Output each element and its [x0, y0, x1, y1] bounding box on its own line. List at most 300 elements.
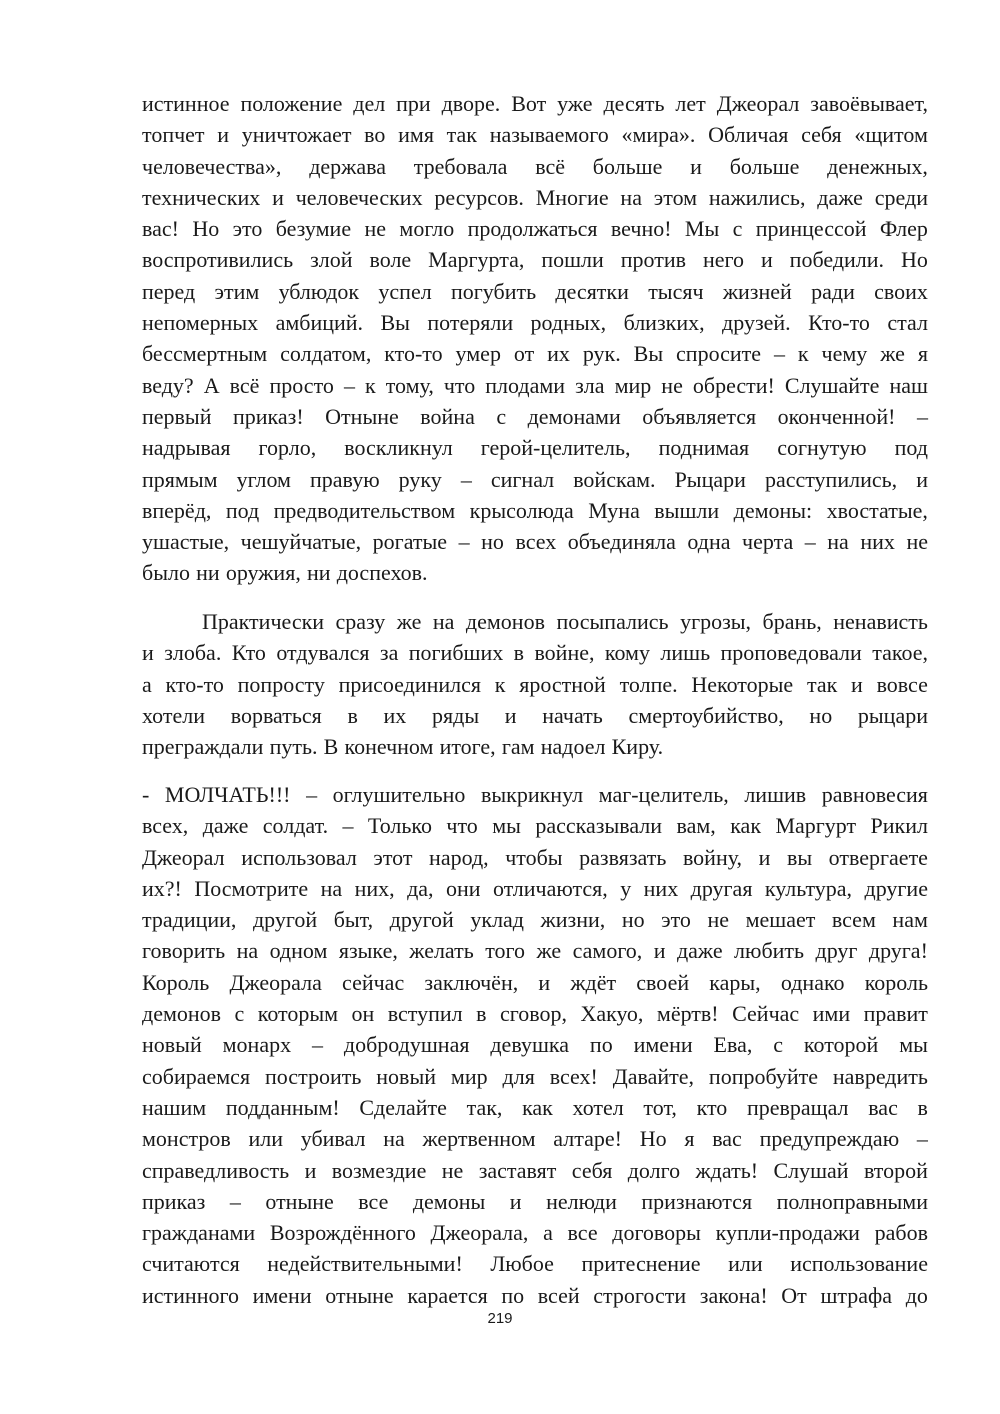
- word: прямым: [142, 466, 218, 492]
- word: нам: [892, 907, 928, 933]
- word: кому: [604, 640, 650, 666]
- word: на: [236, 938, 259, 964]
- word: Слушайте: [784, 372, 880, 398]
- word: уничтожает: [241, 122, 352, 148]
- word: перед: [142, 278, 196, 304]
- text-line: [142, 1092, 928, 1123]
- word: отныне: [265, 1188, 334, 1214]
- word: дел: [353, 91, 386, 116]
- word: среди: [874, 184, 928, 210]
- word: погубить: [451, 278, 537, 304]
- word: с: [773, 1032, 784, 1058]
- word: денежных,: [827, 153, 928, 179]
- word: смертоубийство,: [628, 702, 784, 728]
- word: и: [272, 184, 284, 210]
- text-line: [142, 873, 928, 904]
- word: так: [806, 671, 838, 697]
- word: как: [522, 1094, 553, 1120]
- word: истинного: [142, 1282, 239, 1308]
- word: Обличая: [708, 122, 789, 148]
- word: могло: [399, 216, 455, 242]
- text-line: [142, 526, 928, 557]
- word: победили.: [789, 247, 885, 273]
- word: называемого: [489, 122, 609, 148]
- word: недействительными!: [267, 1251, 463, 1277]
- word: в: [347, 702, 358, 728]
- word: -: [142, 782, 150, 807]
- word: него: [702, 247, 744, 273]
- word: веду?: [142, 372, 194, 398]
- word: во: [364, 122, 386, 148]
- word: угрозы,: [680, 609, 752, 634]
- text-line: [142, 842, 928, 873]
- word: успел: [378, 278, 432, 304]
- word: истинное: [142, 91, 230, 116]
- word: уже: [557, 91, 593, 116]
- text-line: [142, 495, 928, 526]
- word: рабов: [874, 1220, 928, 1246]
- word: посыпались: [556, 609, 669, 634]
- word: –: [306, 782, 318, 807]
- word: на: [383, 1126, 405, 1152]
- word: герой-целитель,: [480, 435, 631, 461]
- word: От: [781, 1282, 807, 1308]
- word: плодами: [485, 372, 566, 398]
- text-line: [142, 669, 928, 700]
- word: кто: [696, 1094, 728, 1120]
- text-line: [142, 213, 928, 244]
- word: своей: [636, 969, 690, 995]
- word: другой: [252, 907, 318, 933]
- word: мешает: [745, 907, 816, 933]
- word: Джеорал: [142, 844, 225, 870]
- word: вовсе: [876, 671, 928, 697]
- word: и: [690, 153, 702, 179]
- word: это: [661, 907, 691, 933]
- word: к: [797, 341, 809, 367]
- word: Отныне: [325, 403, 399, 429]
- word: нелюди: [546, 1188, 617, 1214]
- word: первый: [142, 403, 212, 429]
- word: «щитом: [854, 122, 928, 148]
- word: больше: [592, 153, 663, 179]
- word: ворваться: [230, 702, 322, 728]
- word: отличаются,: [492, 875, 608, 901]
- word: уклад: [470, 907, 524, 933]
- word: крысолюда: [469, 497, 574, 523]
- text-line: [142, 998, 928, 1029]
- word: всё: [229, 372, 260, 398]
- word: самого,: [572, 938, 643, 964]
- word: Сделайте: [359, 1094, 447, 1120]
- word: же: [396, 609, 422, 634]
- text-line: [142, 1248, 928, 1279]
- word: путь.: [269, 734, 318, 760]
- word: солдат.: [262, 813, 329, 839]
- word: правит: [863, 1001, 928, 1027]
- word: десятки: [555, 278, 629, 304]
- word: мир: [614, 372, 652, 398]
- word: зла: [575, 372, 605, 398]
- word: с: [732, 216, 743, 242]
- word: справедливость: [142, 1157, 290, 1183]
- word: всех!: [549, 1063, 598, 1089]
- word: –: [312, 1032, 323, 1058]
- word: гражданами: [142, 1220, 256, 1246]
- word: на: [620, 184, 642, 210]
- word: оружия,: [225, 560, 301, 586]
- word: одна: [687, 529, 731, 555]
- word: хвостатые,: [826, 497, 928, 523]
- word: Рыцари: [674, 466, 746, 492]
- word: и: [916, 466, 928, 492]
- word: а: [543, 1220, 553, 1246]
- text-line: [142, 276, 928, 307]
- word: тот,: [643, 1094, 677, 1120]
- word: хотели: [142, 702, 206, 728]
- word: солдатом,: [280, 341, 372, 367]
- word: за: [379, 640, 399, 666]
- word: говорить: [142, 938, 226, 964]
- word: держава: [309, 153, 386, 179]
- word: даже: [202, 813, 249, 839]
- word: того: [485, 938, 526, 964]
- word: использовал: [241, 844, 357, 870]
- page-number: 219: [487, 1310, 513, 1327]
- word: воскликнул: [344, 435, 453, 461]
- word: человеческих: [295, 184, 423, 210]
- word: Практически: [202, 609, 325, 634]
- paragraph-2: [142, 606, 928, 762]
- word: так,: [466, 1094, 503, 1120]
- word: Джеорала,: [430, 1220, 529, 1246]
- word: с: [234, 1001, 245, 1027]
- text-line: [142, 1061, 928, 1092]
- word: Любое: [490, 1251, 554, 1277]
- word: рыцари: [857, 702, 928, 728]
- word: нашим: [142, 1094, 207, 1120]
- word: Сейчас: [732, 1001, 800, 1027]
- word: жизней: [722, 278, 792, 304]
- word: чтобы: [505, 844, 563, 870]
- word: другой: [389, 907, 454, 933]
- word: демонов: [142, 1001, 222, 1027]
- word: Рикил: [870, 813, 928, 839]
- word: В: [323, 734, 339, 760]
- word: больше: [729, 153, 800, 179]
- word: безумие: [275, 216, 352, 242]
- word: войскам.: [573, 466, 656, 492]
- word: приказ!: [232, 403, 304, 429]
- text-line: [142, 1155, 928, 1186]
- word: этим: [214, 278, 260, 304]
- word: Король: [142, 969, 210, 995]
- word: присоединился: [338, 671, 482, 697]
- word: по: [501, 1282, 525, 1308]
- word: всем: [831, 907, 876, 933]
- word: –: [916, 1126, 928, 1152]
- word: тысяч: [648, 278, 704, 304]
- word: к: [364, 372, 376, 398]
- word: не: [661, 372, 683, 398]
- word: доспехов.: [336, 560, 428, 586]
- word: даже: [817, 184, 863, 210]
- word: войне,: [534, 640, 595, 666]
- text-line: [142, 904, 928, 935]
- word: демоны: [412, 1188, 486, 1214]
- word: начать: [542, 702, 603, 728]
- word: новый: [142, 1032, 202, 1058]
- word: Маргурт: [775, 813, 857, 839]
- word: Кто: [231, 640, 266, 666]
- word: так: [446, 122, 477, 148]
- word: технических: [142, 184, 261, 210]
- word: же: [880, 341, 905, 367]
- word: быт,: [333, 907, 374, 933]
- text-line: [142, 935, 928, 966]
- text-line: [142, 731, 928, 762]
- word: долго: [627, 1157, 681, 1183]
- word: добродушная: [343, 1032, 470, 1058]
- word: вышли: [654, 497, 720, 523]
- word: объявляется: [642, 403, 757, 429]
- word: человечества»,: [142, 153, 282, 179]
- word: –: [804, 529, 816, 555]
- word: же: [536, 938, 562, 964]
- word: под: [894, 435, 928, 461]
- word: кары,: [709, 969, 761, 995]
- paragraph-3: [142, 779, 928, 1311]
- paragraph-1: [142, 88, 928, 589]
- word: предупреждаю: [759, 1126, 900, 1152]
- word: воле: [369, 247, 412, 273]
- word: –: [458, 529, 470, 555]
- word: навредить: [832, 1063, 928, 1089]
- word: всей: [537, 1282, 580, 1308]
- word: не: [707, 907, 730, 933]
- word: на: [320, 875, 343, 901]
- word: демонами: [527, 403, 621, 429]
- word: Мы: [684, 216, 720, 242]
- word: на: [827, 529, 849, 555]
- word: заставят: [478, 1157, 557, 1183]
- text-line: [142, 557, 928, 588]
- word: них: [643, 875, 679, 901]
- word: сразу: [335, 609, 386, 634]
- word: наш: [889, 372, 928, 398]
- word: договоры: [612, 1220, 701, 1246]
- word: сговор,: [499, 1001, 567, 1027]
- word: –: [773, 341, 785, 367]
- text-line: [142, 1123, 928, 1154]
- word: купли-продажи: [715, 1220, 860, 1246]
- word: «мира».: [621, 122, 696, 148]
- word: и: [851, 671, 863, 697]
- word: оглушительно: [332, 782, 466, 807]
- word: он: [351, 1001, 375, 1027]
- word: умер: [455, 341, 501, 367]
- word: всё: [535, 153, 565, 179]
- word: кто-то: [165, 671, 224, 697]
- word: рук.: [582, 341, 621, 367]
- word: топчет: [142, 122, 205, 148]
- word: к: [494, 671, 506, 697]
- word: Возрождённого: [269, 1220, 416, 1246]
- word: их?!: [142, 875, 182, 901]
- word: Ева,: [713, 1032, 753, 1058]
- word: ресурсов.: [434, 184, 524, 210]
- text-line: [142, 606, 928, 637]
- text-line: [142, 967, 928, 998]
- word: да,: [407, 875, 434, 901]
- word: это: [232, 216, 263, 242]
- word: родных,: [530, 310, 607, 336]
- word: языке,: [338, 938, 398, 964]
- word: войну,: [682, 844, 743, 870]
- word: их: [547, 341, 570, 367]
- word: развязать: [579, 844, 667, 870]
- word: десять: [603, 91, 665, 116]
- word: бессмертным: [142, 341, 268, 367]
- word: Маргурта,: [428, 247, 525, 273]
- word: отдувался: [276, 640, 370, 666]
- word: Слушай: [773, 1157, 849, 1183]
- word: притеснение: [581, 1251, 701, 1277]
- word: возмездие: [331, 1157, 427, 1183]
- text-line: [142, 307, 928, 338]
- word: обрести!: [692, 372, 775, 398]
- word: культура,: [764, 875, 853, 901]
- word: –: [342, 813, 354, 839]
- word: Киру.: [611, 734, 664, 760]
- word: Давайте,: [612, 1063, 695, 1089]
- word: даже: [676, 938, 723, 964]
- word: вас: [712, 1126, 742, 1152]
- word: Посмотрите: [194, 875, 309, 901]
- word: них,: [354, 875, 395, 901]
- word: я: [684, 1126, 695, 1152]
- text-line: [142, 401, 928, 432]
- word: такое,: [872, 640, 928, 666]
- word: лет: [675, 91, 706, 116]
- word: Вы: [633, 341, 664, 367]
- word: всех: [515, 529, 557, 555]
- word: итоге,: [439, 734, 496, 760]
- word: сигнал: [490, 466, 555, 492]
- word: построить: [264, 1063, 362, 1089]
- word: вечно!: [610, 216, 672, 242]
- word: демонов: [465, 609, 545, 634]
- word: попробуйте: [708, 1063, 818, 1089]
- word: имя: [398, 122, 434, 148]
- word: строгости: [593, 1282, 687, 1308]
- word: предводительством: [273, 497, 456, 523]
- word: равновесия: [821, 782, 928, 807]
- word: что: [443, 372, 476, 398]
- word: Только: [367, 813, 432, 839]
- word: мы: [492, 813, 521, 839]
- word: нажились,: [708, 184, 806, 210]
- word: вперёд,: [142, 497, 212, 523]
- word: которым: [257, 1001, 339, 1027]
- text-line: [142, 370, 928, 401]
- word: брань,: [762, 609, 822, 634]
- word: –: [343, 372, 355, 398]
- word: для: [502, 1063, 535, 1089]
- word: погибших: [408, 640, 504, 666]
- text-line: [142, 1029, 928, 1060]
- word: и: [509, 1188, 522, 1214]
- word: в: [476, 1001, 487, 1027]
- word: маг-целитель,: [598, 782, 729, 807]
- word: ушастые,: [142, 529, 230, 555]
- word: у: [620, 875, 632, 901]
- word: ждать!: [695, 1157, 759, 1183]
- word: новый: [376, 1063, 436, 1089]
- word: злой: [310, 247, 353, 273]
- word: традиции,: [142, 907, 237, 933]
- word: не: [441, 1157, 464, 1183]
- word: спросите: [676, 341, 762, 367]
- word: стал: [887, 310, 928, 336]
- word: Хакуо,: [580, 1001, 644, 1027]
- word: девушка: [490, 1032, 570, 1058]
- word: друг: [815, 938, 858, 964]
- word: ублюдок: [278, 278, 360, 304]
- word: амбиций.: [275, 310, 364, 336]
- word: ради: [811, 278, 855, 304]
- text-line: [142, 1280, 928, 1311]
- word: и: [653, 938, 666, 964]
- word: и: [304, 1157, 317, 1183]
- word: вы: [786, 844, 813, 870]
- word: заключён,: [424, 969, 519, 995]
- word: этом: [653, 184, 698, 210]
- word: жизни,: [540, 907, 606, 933]
- word: но: [621, 907, 645, 933]
- word: тому,: [385, 372, 434, 398]
- word: под: [225, 497, 260, 523]
- word: друзей.: [722, 310, 791, 336]
- word: чешуйчатые,: [240, 529, 362, 555]
- word: на: [432, 609, 455, 634]
- text-line: [142, 1186, 928, 1217]
- word: карается: [407, 1282, 488, 1308]
- word: воспротивились: [142, 247, 294, 273]
- word: в: [513, 640, 525, 666]
- word: или: [248, 1126, 283, 1152]
- word: Вы: [380, 310, 410, 336]
- text-line: [142, 464, 928, 495]
- word: них: [860, 529, 895, 555]
- text-line: [142, 637, 928, 668]
- word: злоба.: [164, 640, 222, 666]
- word: рассказывали: [535, 813, 663, 839]
- text-line: [142, 182, 928, 213]
- word: и: [142, 640, 154, 666]
- word: считаются: [142, 1251, 240, 1277]
- word: гам: [501, 734, 535, 760]
- word: но: [809, 702, 833, 728]
- word: А: [203, 372, 220, 398]
- text-line: [142, 1217, 928, 1248]
- word: все: [567, 1220, 598, 1246]
- word: штрафа: [820, 1282, 893, 1308]
- word: Муна: [588, 497, 640, 523]
- word: Флер: [879, 216, 928, 242]
- word: и: [538, 969, 551, 995]
- word: которой: [803, 1032, 879, 1058]
